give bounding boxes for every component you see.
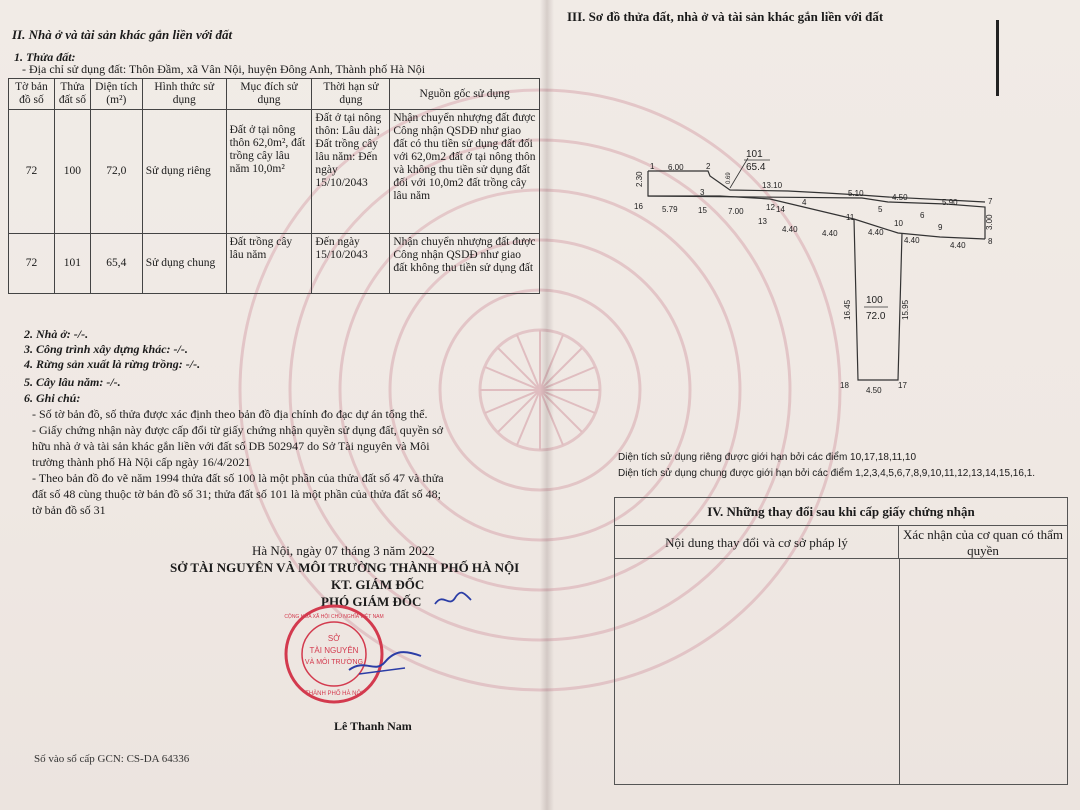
cell-term: Đến ngày 15/10/2043 bbox=[312, 234, 390, 294]
point-label: 10 bbox=[894, 219, 903, 228]
cell-map-sheet: 72 bbox=[9, 234, 55, 294]
point-label: 14 bbox=[776, 205, 785, 214]
parcel-100-label bbox=[864, 295, 888, 322]
cell-origin: Nhận chuyển nhượng đất được Công nhận QSDĐ như giao đất có thu tiền sử dụng đất đối với 62,0m2 đất ở tại nông thôn và không thu tiền sử dụng đất đối với 10,0m2 đất trồng cây lâu năm bbox=[390, 110, 540, 234]
dimension-label: 6.00 bbox=[668, 163, 684, 172]
dimension-label: 13.10 bbox=[762, 181, 783, 190]
issue-date: Hà Nội, ngày 07 tháng 3 năm 2022 bbox=[252, 543, 435, 558]
dimension-label: 16.45 bbox=[843, 299, 852, 320]
col-header: Diện tích (m²) bbox=[90, 79, 142, 110]
item-forest: 4. Rừng sản xuất là rừng trồng: -/-. bbox=[24, 357, 201, 371]
item-perennial: 5. Cây lâu năm: -/-. bbox=[24, 375, 121, 389]
note-line: tờ bản đồ số 31 bbox=[32, 503, 106, 517]
point-label: 16 bbox=[634, 202, 643, 211]
cell-purpose: Đất ở tại nông thôn 62,0m², đất trồng cây lâu năm 10,0m² bbox=[226, 110, 312, 234]
note-line: - Giấy chứng nhận này được cấp đổi từ giấy chứng nhận quyền sử dụng đất, quyền sở bbox=[32, 423, 444, 437]
svg-text:CỘNG HÒA XÃ HỘI CHỦ NGHĨA VIỆT: CỘNG HÒA XÃ HỘI CHỦ NGHĨA VIỆT NAM bbox=[284, 614, 384, 620]
dimension-label: 4.40 bbox=[868, 228, 884, 237]
signer-name: Lê Thanh Nam bbox=[334, 719, 412, 733]
dimension-label: 5.10 bbox=[848, 189, 864, 198]
item-construction: 3. Công trình xây dựng khác: -/-. bbox=[24, 342, 188, 356]
dimension-label: 4.40 bbox=[822, 229, 838, 238]
point-label: 2 bbox=[706, 162, 711, 171]
registry-number: Số vào sổ cấp GCN: CS-DA 64336 bbox=[34, 753, 190, 765]
page-fold bbox=[540, 0, 554, 810]
note-line: - Theo bản đồ đo vẽ năm 1994 thửa đất số 100 là một phần của thửa đất số 47 và thửa bbox=[32, 471, 444, 485]
col-header: Thời hạn sử dụng bbox=[312, 79, 390, 110]
cell-area: 65,4 bbox=[90, 234, 142, 294]
point-label: 6 bbox=[920, 211, 925, 220]
changes-title: IV. Những thay đổi sau khi cấp giấy chứng nhận bbox=[615, 498, 1067, 526]
col-header: Tờ bản đồ số bbox=[9, 79, 55, 110]
issuing-agency: SỞ TÀI NGUYÊN VÀ MÔI TRƯỜNG THÀNH PHỐ HÀ NỘI bbox=[170, 560, 520, 575]
table-header-row bbox=[9, 79, 540, 110]
cell-parcel: 100 bbox=[54, 110, 90, 234]
col-header: Nguồn gốc sử dụng bbox=[390, 79, 540, 110]
svg-text:VÀ MÔI TRƯỜNG: VÀ MÔI TRƯỜNG bbox=[304, 659, 364, 666]
point-label: 15 bbox=[698, 206, 707, 215]
dimension-label: 7.00 bbox=[728, 207, 744, 216]
changes-table bbox=[614, 497, 1068, 785]
authority-line: KT. GIÁM ĐỐC bbox=[331, 577, 425, 592]
cell-purpose: Đất trồng cây lâu năm bbox=[226, 234, 312, 294]
point-label: 17 bbox=[898, 381, 907, 390]
column-divider bbox=[899, 559, 900, 784]
point-label: 13 bbox=[758, 217, 767, 226]
point-label: 18 bbox=[840, 381, 849, 390]
dimension-label: 3.00 bbox=[985, 214, 994, 230]
svg-text:101: 101 bbox=[746, 149, 763, 160]
svg-text:100: 100 bbox=[866, 295, 883, 306]
land-heading: 1. Thửa đất: bbox=[14, 50, 76, 64]
changes-col-content: Nội dung thay đổi và cơ sở pháp lý bbox=[615, 526, 899, 559]
dimension-label: 4.50 bbox=[866, 386, 882, 395]
cell-parcel: 101 bbox=[54, 234, 90, 294]
svg-text:SỞ: SỞ bbox=[327, 634, 341, 643]
private-area-note: Diện tích sử dụng riêng được giới hạn bởi các điểm 10,17,18,11,10 bbox=[618, 452, 917, 463]
dimension-label: 15.95 bbox=[901, 299, 910, 320]
cell-area: 72,0 bbox=[90, 110, 142, 234]
dimension-label: 4.40 bbox=[782, 225, 798, 234]
signature bbox=[345, 640, 425, 680]
note-line: hữu nhà ở và tài sản khác gắn liền với đất số DB 502947 do Sở Tài nguyên và Môi bbox=[32, 439, 430, 453]
col-header: Mục đích sử dụng bbox=[226, 79, 312, 110]
point-label: 1 bbox=[650, 162, 655, 171]
col-header: Hình thức sử dụng bbox=[142, 79, 226, 110]
deputy-director-title: PHÓ GIÁM ĐỐC bbox=[321, 594, 422, 609]
land-address: - Địa chỉ sử dụng đất: Thôn Đầm, xã Vân Nội, huyện Đông Anh, Thành phố Hà Nội bbox=[22, 62, 426, 76]
svg-text:THÀNH PHỐ HÀ NỘI: THÀNH PHỐ HÀ NỘI bbox=[305, 691, 363, 697]
table-row bbox=[9, 234, 540, 294]
svg-text:65.4: 65.4 bbox=[746, 162, 766, 173]
dimension-label: 5.79 bbox=[662, 205, 678, 214]
changes-col-confirmation: Xác nhận của cơ quan có thẩm quyền bbox=[899, 526, 1067, 559]
note-line: trường thành phố Hà Nội cấp ngày 16/4/2021 bbox=[32, 455, 251, 469]
table-row bbox=[9, 110, 540, 234]
initials-mark bbox=[433, 590, 473, 610]
point-label: 7 bbox=[988, 197, 993, 206]
parcel-101-label bbox=[744, 149, 770, 173]
section-iii-title: III. Sơ đồ thửa đất, nhà ở và tài sản khác gắn liền với đất bbox=[567, 9, 884, 24]
cell-use-form: Sử dụng riêng bbox=[142, 110, 226, 234]
svg-text:72.0: 72.0 bbox=[866, 311, 886, 322]
point-label: 3 bbox=[700, 188, 705, 197]
dimension-label: 4.50 bbox=[892, 193, 908, 202]
margin-mark bbox=[996, 20, 999, 96]
item-notes-heading: 6. Ghi chú: bbox=[24, 391, 81, 405]
point-label: 8 bbox=[988, 237, 993, 246]
point-label: 12 bbox=[766, 203, 775, 212]
svg-text:TÀI NGUYÊN: TÀI NGUYÊN bbox=[309, 646, 359, 655]
point-label: 11 bbox=[846, 213, 855, 222]
parcel-map bbox=[630, 140, 1000, 400]
dimension-label: 5.90 bbox=[942, 198, 958, 207]
section-ii-title: II. Nhà ở và tài sản khác gắn liền với đất bbox=[12, 27, 233, 42]
col-header: Thửa đất số bbox=[54, 79, 90, 110]
cell-term: Đất ở tại nông thôn: Lâu dài; Đất trồng cây lâu năm: Đến ngày 15/10/2043 bbox=[312, 110, 390, 234]
dimension-label: 4.40 bbox=[904, 236, 920, 245]
point-label: 9 bbox=[938, 223, 943, 232]
dimension-label: 4.40 bbox=[950, 241, 966, 250]
note-line: - Số tờ bản đồ, số thửa được xác định theo bản đồ địa chính đo đạc dự án tổng thể. bbox=[32, 407, 428, 421]
item-house: 2. Nhà ở: -/-. bbox=[24, 327, 89, 341]
land-parcel-table bbox=[8, 78, 540, 294]
point-label: 5 bbox=[878, 205, 883, 214]
shared-area-note: Diện tích sử dụng chung được giới hạn bởi các điểm 1,2,3,4,5,6,7,8,9,10,11,12,13,14,15,16,1. bbox=[618, 468, 1036, 479]
cell-map-sheet: 72 bbox=[9, 110, 55, 234]
cell-origin: Nhận chuyển nhượng đất được Công nhận QSDĐ như giao đất không thu tiền sử dụng đất bbox=[390, 234, 540, 294]
cell-use-form: Sử dụng chung bbox=[142, 234, 226, 294]
dimension-label: 2.30 bbox=[635, 171, 644, 187]
point-label: 4 bbox=[802, 198, 807, 207]
note-line: đất số 48 cùng thuộc tờ bản đồ số 31; thửa đất số 101 là một phần của thửa đất số 48; bbox=[32, 487, 441, 501]
dimension-label: 0.69 bbox=[726, 172, 732, 184]
